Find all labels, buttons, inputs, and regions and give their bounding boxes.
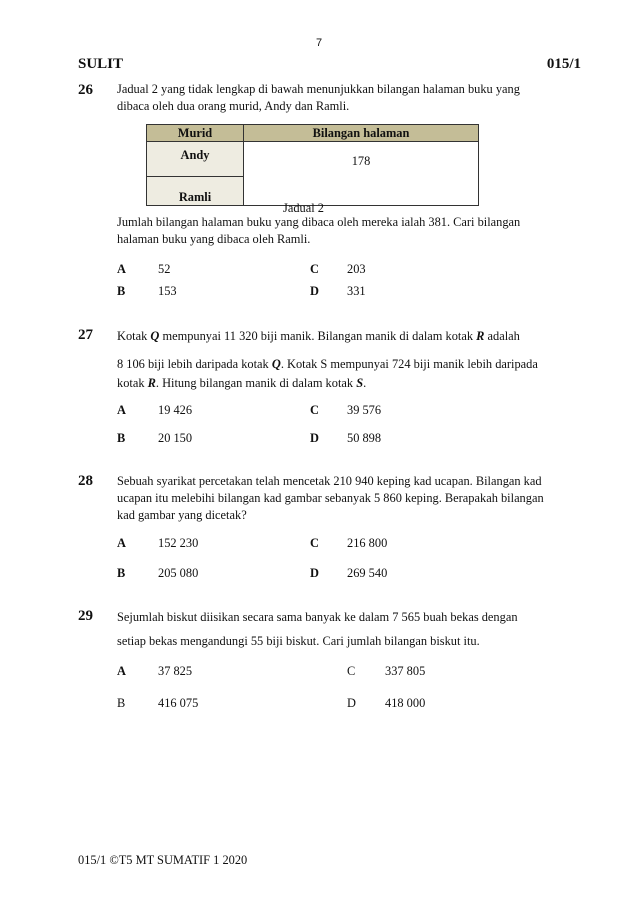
q28-option-c[interactable]: 216 800 (347, 536, 388, 550)
q28-option-d-label[interactable]: D (310, 566, 319, 580)
q26-option-c[interactable]: 203 (347, 262, 366, 276)
question-29-number: 29 (78, 608, 93, 624)
q28-option-b[interactable]: 205 080 (158, 566, 199, 580)
q26-option-d-label[interactable]: D (310, 284, 319, 298)
table-caption: Jadual 2 (283, 201, 324, 215)
question-26-intro: Jadual 2 yang tidak lengkap di bawah menunjukkan bilangan halaman buku yang dibaca oleh dua orang murid, Andy dan Ramli. (117, 82, 520, 113)
question-29-line1: Sejumlah biskut diisikan secara sama banyak ke dalam 7 565 buah bekas dengan (117, 610, 518, 624)
header-sulit: SULIT (78, 56, 124, 72)
q27-option-d-label[interactable]: D (310, 431, 319, 445)
question-28-number: 28 (78, 473, 93, 489)
q29-option-a-label[interactable]: A (117, 664, 126, 678)
q27-option-d[interactable]: 50 898 (347, 431, 382, 445)
table-cell-value: 178 (244, 142, 479, 206)
q27-option-a[interactable]: 19 426 (158, 403, 193, 417)
question-29-line2: setiap bekas mengandungi 55 biji biskut. Cari jumlah bilangan biskut itu. (117, 634, 480, 648)
question-27-number: 27 (78, 327, 93, 343)
q26-option-d[interactable]: 331 (347, 284, 366, 298)
q27-option-c-label[interactable]: C (310, 403, 319, 417)
question-27-line2: 8 106 biji lebih daripada kotak Q. Kotak S mempunyai 724 biji manik lebih daripada (117, 357, 538, 371)
page-footer: 015/1 ©T5 MT SUMATIF 1 2020 (78, 853, 248, 867)
q26-option-a[interactable]: 52 (158, 262, 171, 276)
q28-option-d[interactable]: 269 540 (347, 566, 388, 580)
table-header-murid: Murid (147, 125, 244, 142)
q29-option-b-label[interactable]: B (117, 696, 126, 710)
question-27-line3: kotak R. Hitung bilangan manik di dalam kotak S. (117, 376, 367, 390)
q29-option-c[interactable]: 337 805 (385, 664, 426, 678)
question-28-stem: Sebuah syarikat percetakan telah mencetak 210 940 keping kad ucapan. Bilangan kad ucapan itu melebihi bilangan kad gambar sebanyak 5 860 keping. Berapakah bilangan kad gambar yang dicetak? (117, 474, 544, 522)
table-header-bilangan: Bilangan halaman (244, 125, 479, 142)
q26-option-a-label[interactable]: A (117, 262, 126, 276)
table-cell-ramli: Ramli (147, 177, 244, 206)
q28-option-c-label[interactable]: C (310, 536, 319, 550)
header-paper-code: 015/1 (546, 56, 581, 72)
table-jadual-2 (146, 124, 479, 206)
page-number: 7 (315, 37, 323, 49)
q26-option-b[interactable]: 153 (158, 284, 177, 298)
q27-option-b-label[interactable]: B (117, 431, 126, 445)
q28-option-b-label[interactable]: B (117, 566, 126, 580)
question-26-number: 26 (78, 82, 93, 98)
q27-option-a-label[interactable]: A (117, 403, 126, 417)
q27-option-c[interactable]: 39 576 (347, 403, 382, 417)
q29-option-d-label[interactable]: D (347, 696, 356, 710)
q29-option-a[interactable]: 37 825 (158, 664, 193, 678)
question-26-stem: Jumlah bilangan halaman buku yang dibaca oleh mereka ialah 381. Cari bilangan halaman buku yang dibaca oleh Ramli. (117, 215, 521, 246)
q28-option-a[interactable]: 152 230 (158, 536, 199, 550)
q29-option-d[interactable]: 418 000 (385, 696, 426, 710)
q29-option-c-label[interactable]: C (347, 664, 356, 678)
q26-option-b-label[interactable]: B (117, 284, 126, 298)
q28-option-a-label[interactable]: A (117, 536, 126, 550)
question-27-line1: Kotak Q mempunyai 11 320 biji manik. Bilangan manik di dalam kotak R adalah (117, 329, 520, 343)
q29-option-b[interactable]: 416 075 (158, 696, 199, 710)
q27-option-b[interactable]: 20 150 (158, 431, 193, 445)
table-cell-andy: Andy (147, 142, 244, 177)
q26-option-c-label[interactable]: C (310, 262, 319, 276)
